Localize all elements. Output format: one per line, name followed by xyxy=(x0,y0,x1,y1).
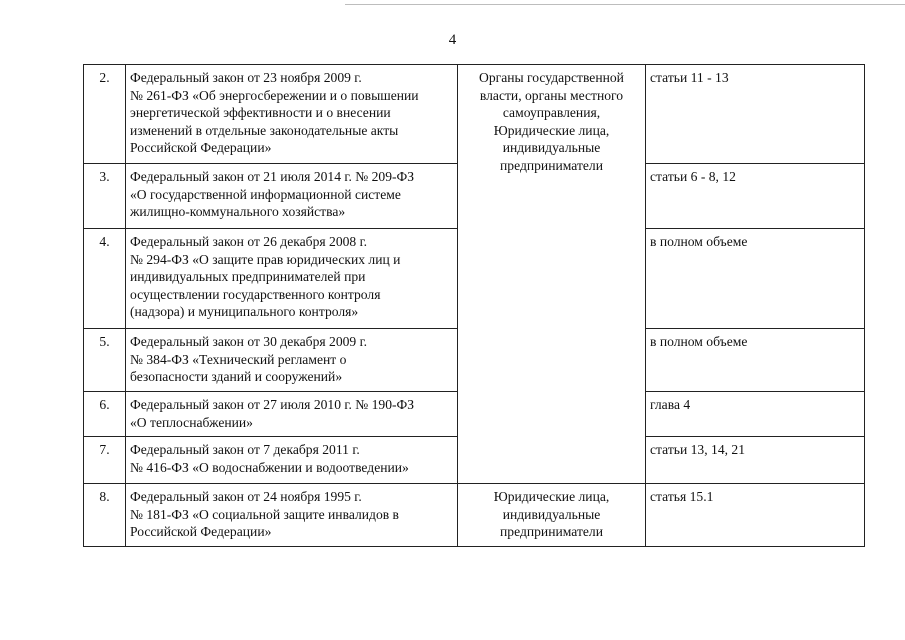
law-title xyxy=(126,392,458,437)
law-line: № 416-ФЗ «О водоснабжении и водоотведении» xyxy=(130,459,409,475)
scope-cell: статья 15.1 xyxy=(646,484,865,547)
row-number: 2. xyxy=(84,65,126,164)
law-line: энергетической эффективности и о внесении xyxy=(130,105,391,121)
page-number: 4 xyxy=(448,32,457,48)
law-line: Российской Федерации» xyxy=(130,524,272,540)
law-line: (надзора) и муниципального контроля» xyxy=(130,304,359,320)
row-number: 5. xyxy=(84,329,126,392)
law-line: Федеральный закон от 30 декабря 2009 г. xyxy=(130,334,368,349)
law-title xyxy=(126,229,458,329)
law-line: Федеральный закон от 27 июля 2010 г. № 190-ФЗ xyxy=(130,397,415,412)
row-number: 7. xyxy=(84,437,126,484)
table-row xyxy=(84,484,865,547)
law-line: № 294-ФЗ «О защите прав юридических лиц и xyxy=(130,251,401,267)
law-line: осуществлении государственного контроля xyxy=(130,286,381,302)
law-line: Федеральный закон от 23 ноября 2009 г. xyxy=(130,70,362,85)
subject-line: предприниматели xyxy=(500,157,603,173)
law-line: № 181-ФЗ «О социальной защите инвалидов в xyxy=(130,506,399,522)
row-number: 8. xyxy=(84,484,126,547)
law-line: «О теплоснабжении» xyxy=(130,414,253,430)
scope-cell: статьи 13, 14, 21 xyxy=(646,437,865,484)
subject-line: индивидуальные xyxy=(502,506,601,522)
law-line: Федеральный закон от 24 ноября 1995 г. xyxy=(130,489,362,504)
law-line: Федеральный закон от 21 июля 2014 г. № 209-ФЗ xyxy=(130,169,415,184)
table-row xyxy=(84,65,865,164)
scope-cell: статьи 11 - 13 xyxy=(646,65,865,164)
scope-cell: статьи 6 - 8, 12 xyxy=(646,164,865,229)
law-line: Российской Федерации» xyxy=(130,140,272,156)
scope-cell: в полном объеме xyxy=(646,229,865,329)
law-title xyxy=(126,164,458,229)
law-line: индивидуальных предпринимателей при xyxy=(130,269,366,285)
law-line: № 261-ФЗ «Об энергосбережении и о повышении xyxy=(130,87,419,103)
subject-line: предприниматели xyxy=(500,524,603,540)
row-number: 3. xyxy=(84,164,126,229)
requirements-table xyxy=(83,64,865,547)
law-line: «О государственной информационной системе xyxy=(130,186,401,202)
subject-line: Юридические лица, xyxy=(493,489,610,504)
law-line: безопасности зданий и сооружений» xyxy=(130,369,343,385)
law-line: Федеральный закон от 26 декабря 2008 г. xyxy=(130,234,368,249)
top-rule xyxy=(345,4,905,5)
law-title xyxy=(126,484,458,547)
subject-line: индивидуальные xyxy=(502,140,601,156)
subject-line: власти, органы местного xyxy=(479,87,624,103)
law-title xyxy=(126,329,458,392)
scope-cell: в полном объеме xyxy=(646,329,865,392)
law-title xyxy=(126,437,458,484)
scope-cell: глава 4 xyxy=(646,392,865,437)
subject-line: Юридические лица, xyxy=(493,122,610,138)
subjects-cell xyxy=(458,65,646,484)
subject-line: самоуправления, xyxy=(502,105,601,121)
subject-line: Органы государственной xyxy=(479,70,624,85)
law-line: изменений в отдельные законодательные акты xyxy=(130,122,399,138)
law-line: Федеральный закон от 7 декабря 2011 г. xyxy=(130,442,360,457)
row-number: 6. xyxy=(84,392,126,437)
law-title xyxy=(126,65,458,164)
subjects-cell xyxy=(458,484,646,547)
law-line: жилищно-коммунального хозяйства» xyxy=(130,204,346,220)
row-number: 4. xyxy=(84,229,126,329)
law-line: № 384-ФЗ «Технический регламент о xyxy=(130,351,347,367)
